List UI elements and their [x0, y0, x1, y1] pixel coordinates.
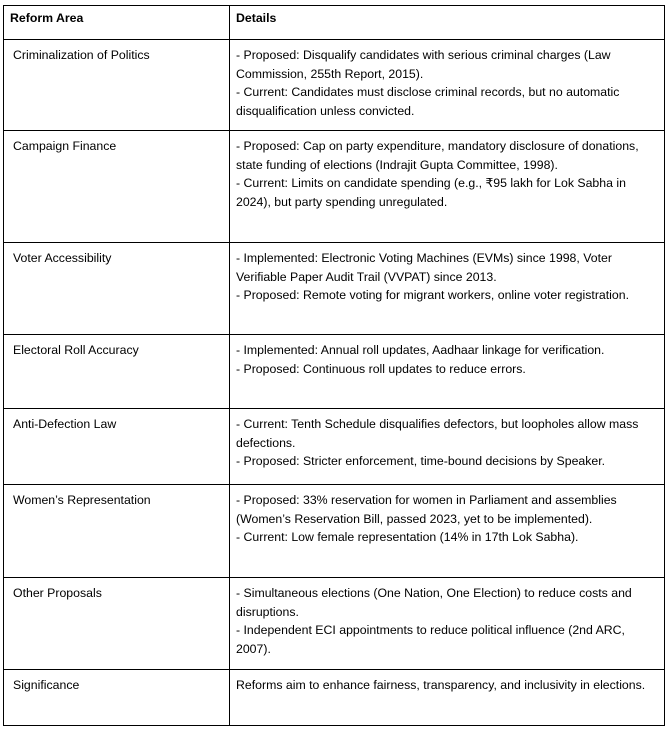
row-area-campaign-finance: Campaign Finance: [4, 131, 230, 243]
detail-line: - Current: Tenth Schedule disqualifies defectors, but loopholes allow mass defections.: [236, 417, 639, 450]
row-details-anti-defection: [230, 409, 665, 485]
header-details: Details: [230, 6, 665, 40]
reform-table: [3, 5, 665, 726]
table-header-row: [4, 6, 665, 40]
table-row: [4, 409, 665, 485]
table-row: [4, 670, 665, 726]
row-details-voter-accessibility: [230, 243, 665, 335]
row-details-electoral-roll: [230, 335, 665, 409]
detail-line: - Current: Candidates must disclose criminal records, but no automatic disqualification unless convicted.: [236, 85, 620, 118]
table-row: [4, 335, 665, 409]
row-area-significance: Significance: [4, 670, 230, 726]
detail-line: - Proposed: Cap on party expenditure, mandatory disclosure of donations, state funding of elections (Indrajit Gupta Committee, 1998).: [236, 139, 639, 172]
row-area-womens-representation: Women’s Representation: [4, 485, 230, 578]
table-row: [4, 40, 665, 131]
table-row: [4, 485, 665, 578]
row-details-significance: [230, 670, 665, 726]
detail-line: - Implemented: Electronic Voting Machines (EVMs) since 1998, Voter Verifiable Paper Audit Trail (VVPAT) since 2013.: [236, 251, 612, 284]
detail-line: - Proposed: 33% reservation for women in Parliament and assemblies (Women’s Reservation Bill, passed 2023, yet to be implemented).: [236, 493, 617, 526]
row-details-other-proposals: [230, 578, 665, 670]
table-row: [4, 131, 665, 243]
detail-line: Reforms aim to enhance fairness, transparency, and inclusivity in elections.: [236, 678, 646, 692]
table-row: [4, 243, 665, 335]
detail-line: - Current: Low female representation (14% in 17th Lok Sabha).: [236, 530, 579, 545]
header-reform-area: Reform Area: [4, 6, 230, 40]
detail-line: - Proposed: Remote voting for migrant workers, online voter registration.: [236, 288, 629, 303]
row-details-campaign-finance: [230, 131, 665, 243]
detail-line: - Simultaneous elections (One Nation, One Election) to reduce costs and disruptions.: [236, 586, 632, 619]
row-area-electoral-roll: Electoral Roll Accuracy: [4, 335, 230, 409]
detail-line: - Proposed: Stricter enforcement, time-bound decisions by Speaker.: [236, 454, 606, 469]
detail-line: - Proposed: Disqualify candidates with serious criminal charges (Law Commission, 255th Report, 2015).: [236, 48, 611, 81]
row-details-criminalization: [230, 40, 665, 131]
detail-line: - Current: Limits on candidate spending (e.g., ₹95 lakh for Lok Sabha in 2024), but party spending unregulated.: [236, 176, 626, 209]
row-details-womens-representation: [230, 485, 665, 578]
table-row: [4, 578, 665, 670]
row-area-voter-accessibility: Voter Accessibility: [4, 243, 230, 335]
detail-line: - Implemented: Annual roll updates, Aadhaar linkage for verification.: [236, 343, 605, 357]
detail-line: - Proposed: Continuous roll updates to reduce errors.: [236, 361, 526, 376]
detail-line: - Independent ECI appointments to reduce political influence (2nd ARC, 2007).: [236, 623, 625, 656]
row-area-criminalization: Criminalization of Politics: [4, 40, 230, 131]
row-area-other-proposals: Other Proposals: [4, 578, 230, 670]
row-area-anti-defection: Anti-Defection Law: [4, 409, 230, 485]
